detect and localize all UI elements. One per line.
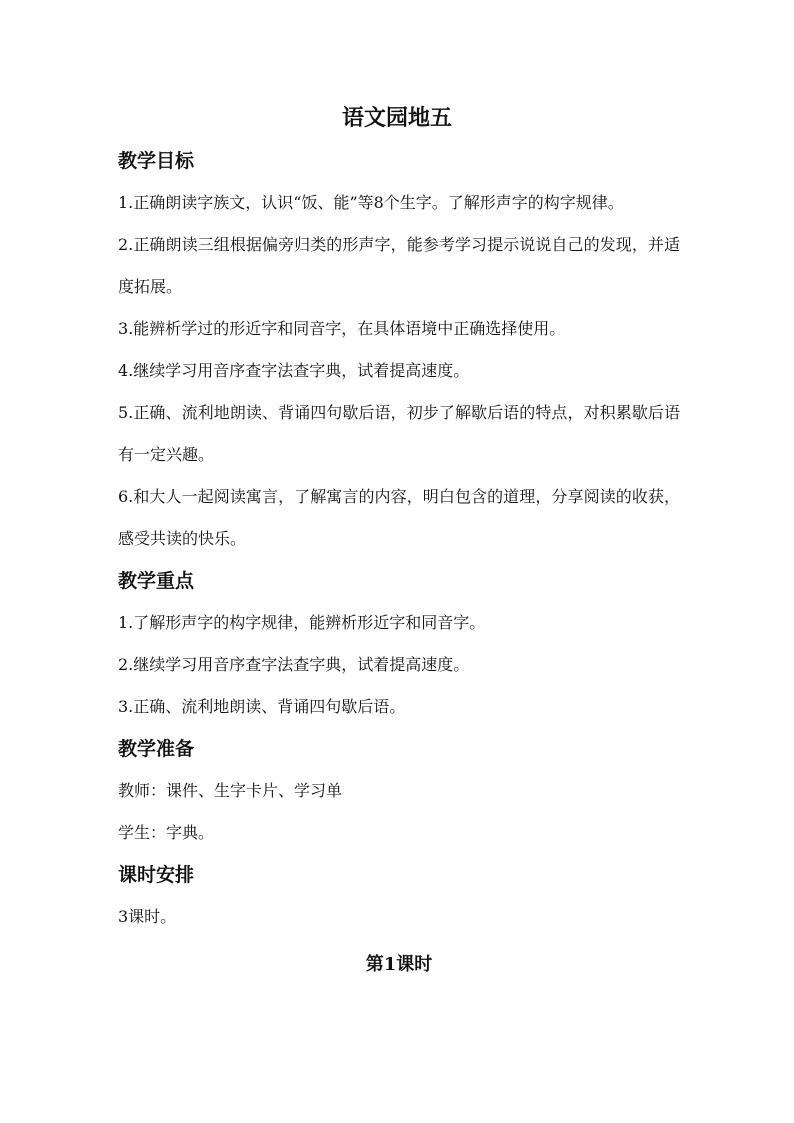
section-heading: 课时安排 (118, 864, 195, 886)
goal-item: 3.能辨析学过的形近字和同音字，在具体语境中正确选择使用。 (118, 319, 566, 338)
document-body (118, 140, 680, 986)
section-heading: 教学目标 (118, 150, 195, 172)
goal-item: 1.正确朗读字族文，认识“饭、能”等8个生字。了解形声字的构字规律。 (118, 193, 624, 212)
section-schedule (118, 854, 680, 938)
section-preparation (118, 728, 680, 854)
key-point-item: 2.继续学习用音序查字法查字典，试着提高速度。 (118, 655, 470, 674)
document-title: 语文园地五 (341, 105, 452, 131)
preparation-item: 教师：课件、生字卡片、学习单 (118, 781, 343, 800)
goal-item: 2.正确朗读三组根据偏旁归类的形声字，能参考学习提示说说自己的发现，并适度拓展。 (118, 235, 680, 296)
section-key-points (118, 560, 680, 728)
preparation-item: 学生：字典。 (118, 823, 215, 842)
section-teaching-goals (118, 140, 680, 560)
section-heading: 教学准备 (118, 738, 195, 760)
goal-item: 5.正确、流利地朗读、背诵四句歇后语，初步了解歇后语的特点，对积累歇后语有一定兴趣。 (118, 403, 680, 464)
lesson-title: 第1课时 (365, 954, 433, 975)
section-heading: 教学重点 (118, 570, 195, 592)
goal-item: 6.和大人一起阅读寓言，了解寓言的内容，明白包含的道理，分享阅读的收获，感受共读的快乐。 (118, 487, 680, 548)
goal-item: 4.继续学习用音序查字法查字典，试着提高速度。 (118, 361, 470, 380)
key-point-item: 1.了解形声字的构字规律，能辨析形近字和同音字。 (118, 613, 486, 632)
key-point-item: 3.正确、流利地朗读、背诵四句歇后语。 (118, 697, 406, 716)
schedule-item: 3课时。 (118, 907, 177, 926)
